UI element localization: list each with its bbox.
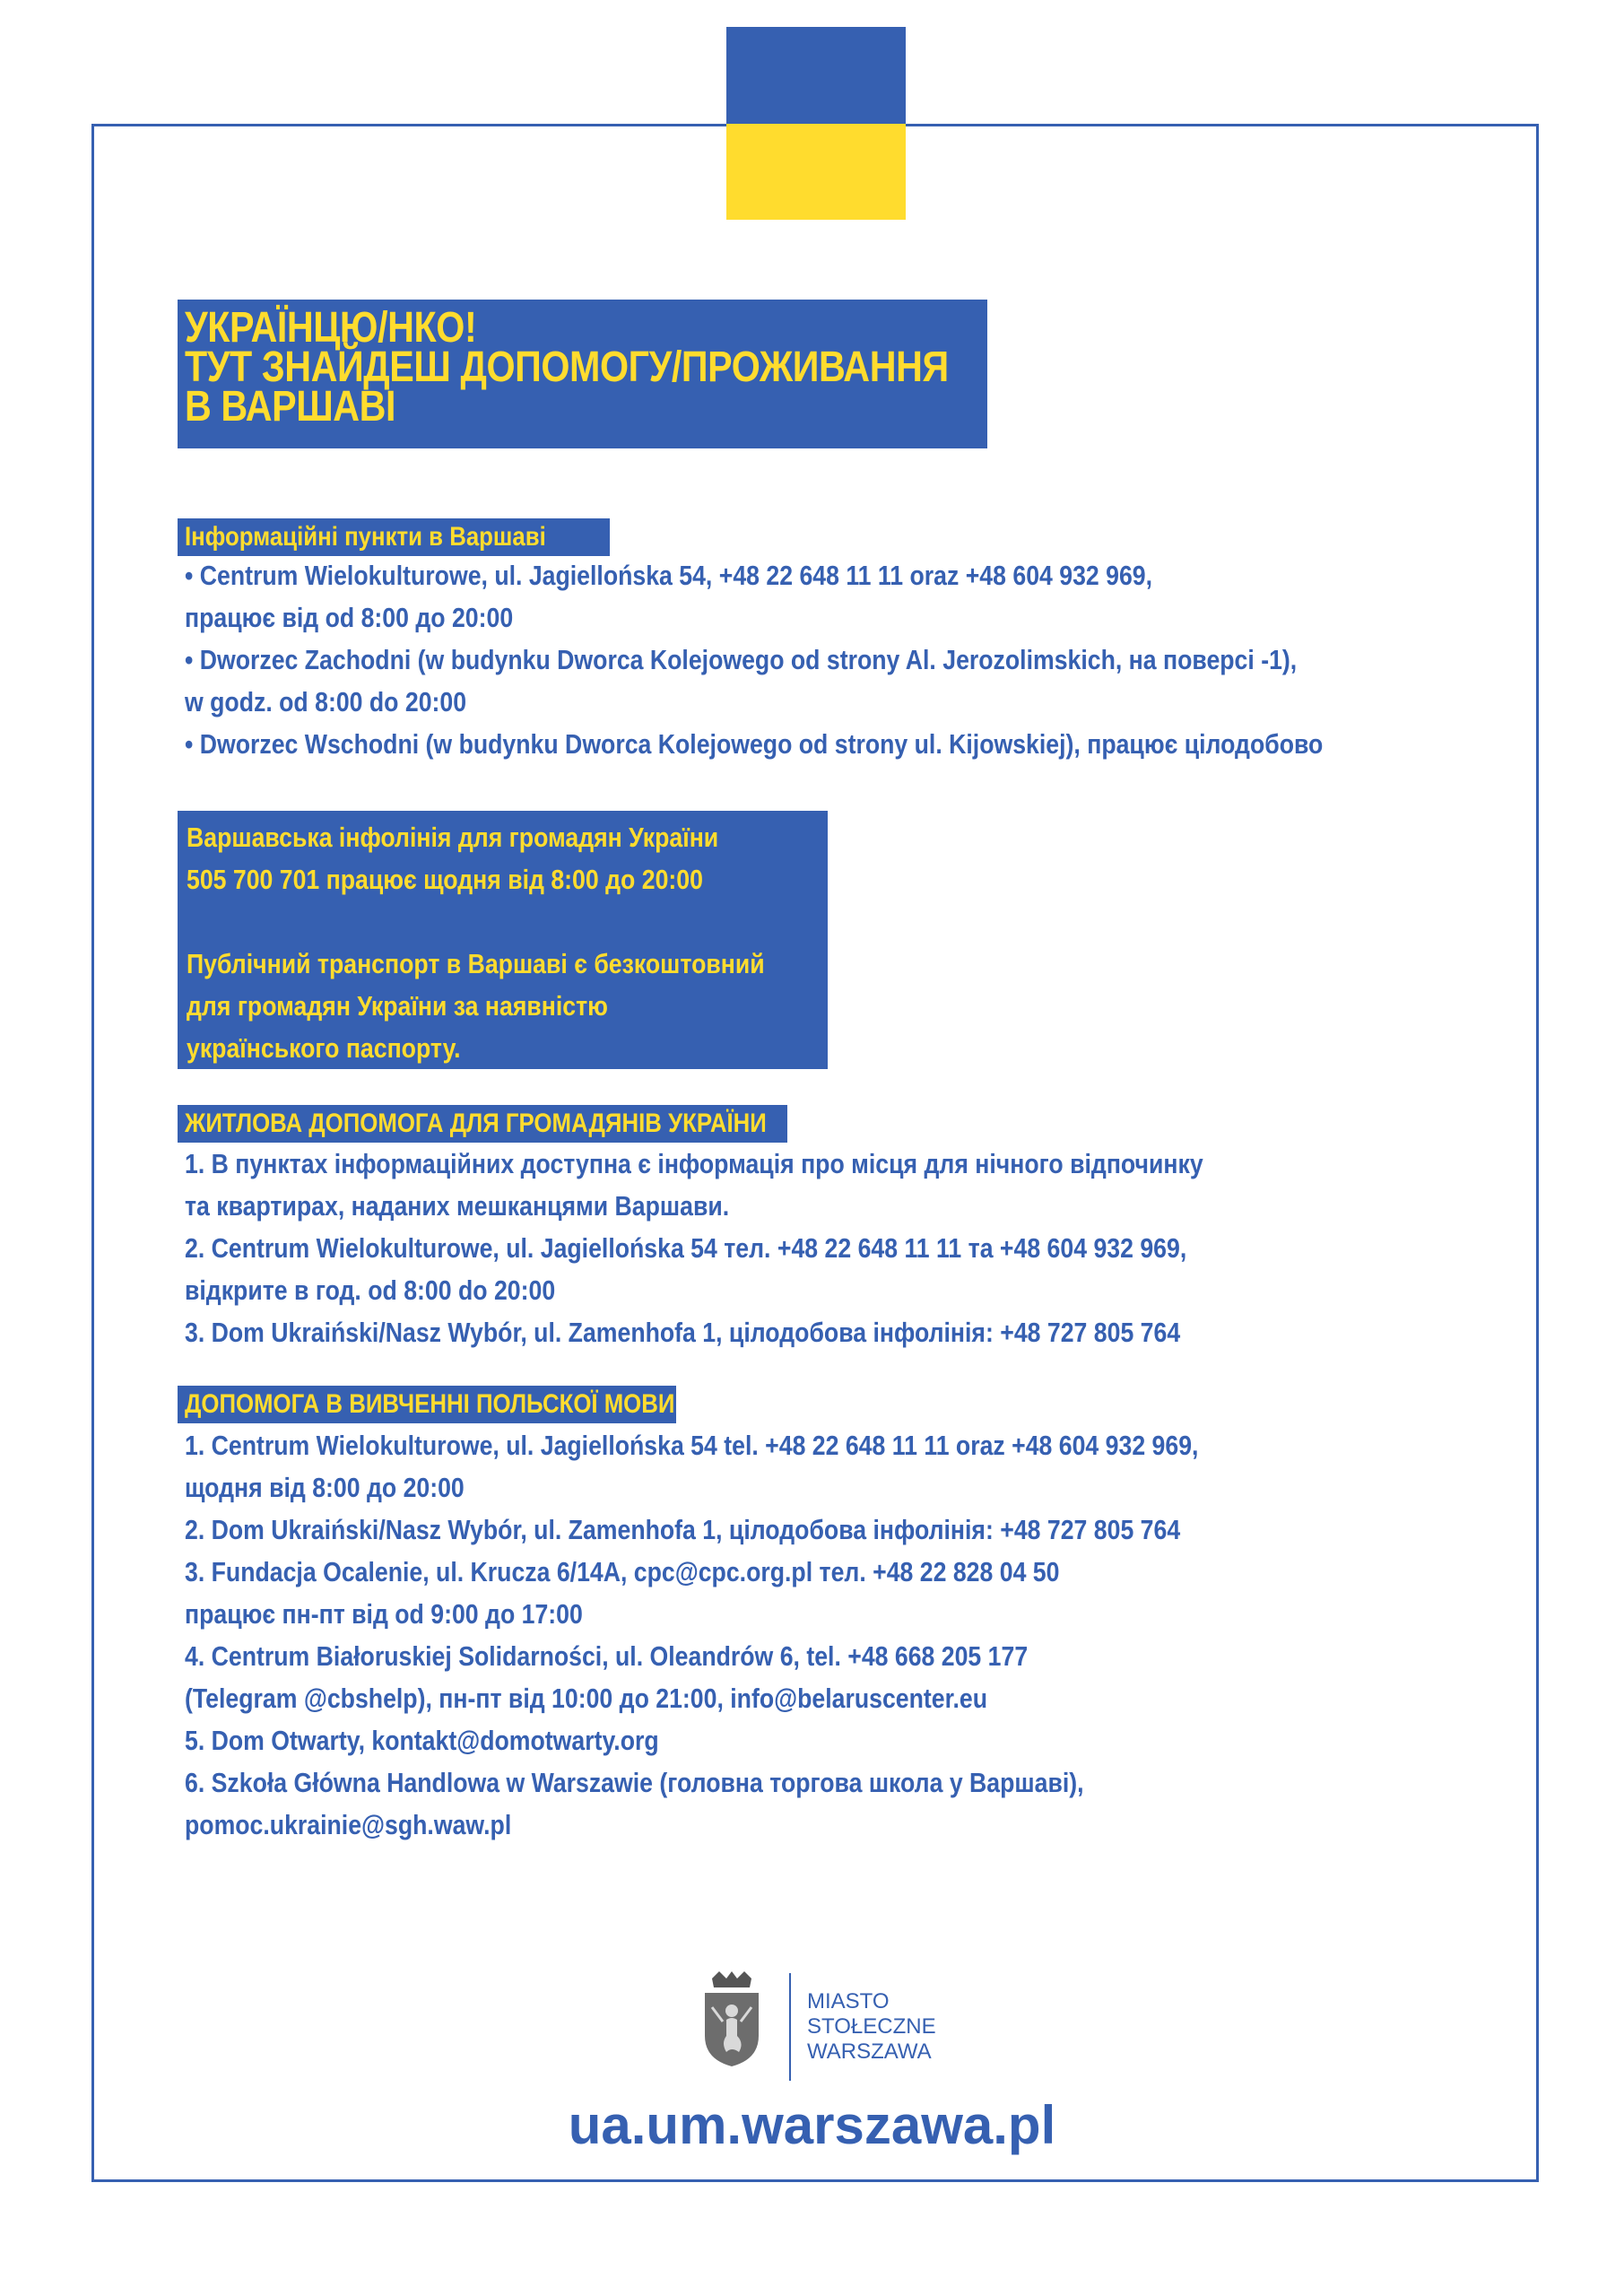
headline-line: ТУТ ЗНАЙДЕШ ДОПОМОГУ/ПРОЖИВАННЯ (185, 344, 949, 391)
headline-line: В ВАРШАВІ (185, 383, 396, 430)
list-item: 1. В пунктах інформаційних доступна є інформація про місця для нічного відпочинку (185, 1148, 1203, 1179)
city-name-line: STOŁECZNE (807, 2014, 936, 2039)
logo-divider (789, 1973, 791, 2081)
list-item: та квартирах, наданих мешканцями Варшави. (185, 1190, 730, 1222)
list-item: pomoc.ukrainie@sgh.waw.pl (185, 1809, 512, 1840)
list-item: 4. Centrum Białoruskiej Solidarności, ul. Oleandrów 6, tel. +48 668 205 177 (185, 1640, 1029, 1672)
list-item: 5. Dom Otwarty, kontakt@domotwarty.org (185, 1725, 659, 1756)
list-item: • Centrum Wielokulturowe, ul. Jagiellońska 54, +48 22 648 11 11 oraz +48 604 932 969, (185, 560, 1153, 591)
list-item: 3. Dom Ukraiński/Nasz Wybór, ul. Zamenhofa 1, цілодобова інфолінія: +48 727 805 764 (185, 1317, 1181, 1348)
ukraine-flag (726, 27, 906, 220)
infoline-line: Публічний транспорт в Варшаві є безкоштовний (187, 948, 765, 979)
flag-yellow-stripe (726, 124, 906, 220)
list-item: працює від od 8:00 до 20:00 (185, 602, 514, 633)
list-item: 6. Szkoła Główna Handlowa w Warszawie (головна торгова школа у Варшаві), (185, 1767, 1084, 1798)
city-name (807, 1989, 936, 2065)
language-heading: ДОПОМОГА В ВИВЧЕННІ ПОЛЬСКОЇ МОВИ (178, 1386, 676, 1423)
infoline-box (178, 811, 828, 1069)
infoline-spacer (187, 900, 730, 943)
list-item: w godz. od 8:00 do 20:00 (185, 686, 467, 718)
list-item: • Dworzec Zachodni (w budynku Dworca Kolejowego od strony Al. Jerozolimskich, на поверсі -1), (185, 644, 1298, 675)
list-item: • Dworzec Wschodni (w budynku Dworca Kolejowego od strony ul. Kijowskiej), працює цілодобово (185, 728, 1324, 760)
infoline-line: Варшавська інфолінія для громадян України (187, 822, 719, 853)
list-item: 1. Centrum Wielokulturowe, ul. Jagiellońska 54 tel. +48 22 648 11 11 oraz +48 604 932 969, (185, 1430, 1199, 1461)
list-item: (Telegram @cbshelp), пн-пт від 10:00 до 21:00, info@belaruscenter.eu (185, 1683, 988, 1714)
info-points-list (185, 554, 1508, 765)
info-points-heading: Інформаційні пункти в Варшаві (178, 518, 610, 556)
list-item: відкрите в год. od 8:00 do 20:00 (185, 1274, 556, 1306)
list-item: щодня від 8:00 до 20:00 (185, 1472, 465, 1503)
warsaw-crest-icon (699, 1971, 764, 2066)
headline-box (178, 300, 987, 448)
housing-list (185, 1143, 1369, 1353)
list-item: 3. Fundacja Ocalenie, ul. Krucza 6/14A, cpc@cpc.org.pl тел. +48 22 828 04 50 (185, 1556, 1060, 1587)
list-item: 2. Dom Ukraiński/Nasz Wybór, ul. Zamenhofa 1, цілодобова інфолінія: +48 727 805 764 (185, 1514, 1181, 1545)
flag-blue-stripe (726, 27, 906, 124)
infoline-line: українського паспорту. (187, 1032, 461, 1064)
infoline-line: 505 700 701 працює щодня від 8:00 до 20:00 (187, 864, 703, 895)
list-item: працює пн-пт від od 9:00 до 17:00 (185, 1598, 583, 1630)
list-item: 2. Centrum Wielokulturowe, ul. Jagiellońska 54 тел. +48 22 648 11 11 та +48 604 932 969, (185, 1232, 1187, 1264)
infoline-line: для громадян України за наявністю (187, 990, 608, 1022)
city-name-line: MIASTO (807, 1989, 890, 2013)
housing-heading: ЖИТЛОВА ДОПОМОГА ДЛЯ ГРОМАДЯНІВ УКРАЇНИ (178, 1105, 787, 1143)
headline-line: УКРАЇНЦЮ/НКО! (185, 304, 477, 352)
website-url[interactable]: ua.um.warszawa.pl (568, 2095, 1056, 2155)
language-list (185, 1424, 1363, 1846)
city-name-line: WARSZAWA (807, 2039, 932, 2064)
